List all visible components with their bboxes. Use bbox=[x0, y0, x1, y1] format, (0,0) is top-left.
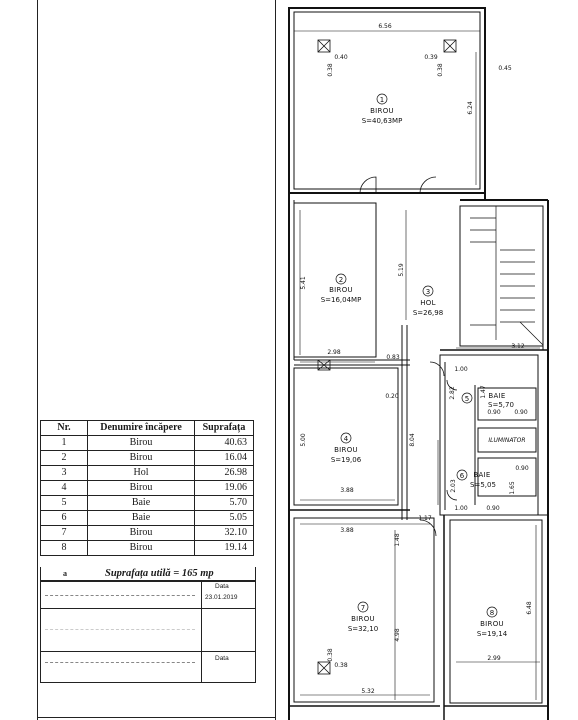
cell-room: Baie bbox=[88, 511, 195, 526]
illegible-line bbox=[45, 629, 195, 632]
header-room-name: Denumire încăpere bbox=[88, 421, 195, 436]
cell-nr: 7 bbox=[41, 526, 88, 541]
room-3-name: HOL bbox=[420, 299, 436, 307]
room-8-num: 8 bbox=[489, 609, 495, 617]
dim-r7-width: 3.88 bbox=[340, 527, 354, 534]
meta-separator bbox=[201, 607, 202, 651]
table-row bbox=[41, 451, 254, 466]
date-label-2: Data bbox=[215, 655, 229, 662]
dim-090c: 0.90 bbox=[515, 465, 529, 472]
header-area: Suprafața bbox=[195, 421, 254, 436]
dim-020: 0.20 bbox=[385, 393, 399, 400]
room-8-name: BIROU bbox=[480, 620, 504, 628]
cell-room: Baie bbox=[88, 496, 195, 511]
cell-room: Birou bbox=[88, 436, 195, 451]
room-7-name: BIROU bbox=[351, 615, 375, 623]
room-3-area: S=26,98 bbox=[412, 309, 444, 317]
dim-117: 1.17 bbox=[418, 515, 432, 522]
room-5-num: 5 bbox=[464, 395, 470, 403]
summary-nr: a bbox=[63, 569, 67, 578]
meta-box-3 bbox=[40, 651, 256, 683]
dim-090d: 0.90 bbox=[486, 505, 500, 512]
cell-room: Birou bbox=[88, 541, 195, 556]
cell-room: Birou bbox=[88, 451, 195, 466]
table-row bbox=[41, 511, 254, 526]
cell-area: 5.05 bbox=[195, 511, 254, 526]
date-value-1: 23.01.2019 bbox=[205, 594, 238, 601]
cell-nr: 1 bbox=[41, 436, 88, 451]
room-6-area: S=5,05 bbox=[470, 481, 496, 489]
cell-area: 26.98 bbox=[195, 466, 254, 481]
room-7-area: S=32,10 bbox=[347, 625, 379, 633]
dim-r4-width: 3.88 bbox=[340, 487, 354, 494]
dim-045: 0.45 bbox=[498, 65, 512, 72]
dim-r7-height: 4.98 bbox=[394, 628, 401, 642]
cell-nr: 6 bbox=[41, 511, 88, 526]
iluminator-label: ILUMINATOR bbox=[488, 437, 526, 444]
table-row bbox=[41, 496, 254, 511]
cell-room: Hol bbox=[88, 466, 195, 481]
dim-top-width: 6.56 bbox=[378, 23, 392, 30]
cell-area: 19.14 bbox=[195, 541, 254, 556]
dim-090b: 0.90 bbox=[514, 409, 528, 416]
cell-nr: 2 bbox=[41, 451, 88, 466]
room-6-name: BAIE bbox=[473, 471, 491, 479]
dim-038b: 0.38 bbox=[437, 63, 444, 77]
cell-nr: 3 bbox=[41, 466, 88, 481]
meta-box-1 bbox=[40, 581, 256, 609]
dim-312: 3.12 bbox=[511, 343, 525, 350]
dim-bottom-width: 5.32 bbox=[361, 688, 375, 695]
dim-r8-height: 6.48 bbox=[526, 601, 533, 615]
dim-147: 1.47 bbox=[480, 385, 487, 399]
cell-area: 5.70 bbox=[195, 496, 254, 511]
dim-038a: 0.38 bbox=[327, 63, 334, 77]
cell-area: 40.63 bbox=[195, 436, 254, 451]
cell-area: 32.10 bbox=[195, 526, 254, 541]
dim-038d: 0.38 bbox=[334, 662, 348, 669]
room-1-num: 1 bbox=[379, 96, 385, 104]
dim-282: 2.82 bbox=[449, 386, 456, 400]
room-schedule-table bbox=[40, 420, 254, 556]
dim-040: 0.40 bbox=[334, 54, 348, 61]
room-7-num: 7 bbox=[360, 604, 366, 612]
room-4-area: S=19,06 bbox=[330, 456, 362, 464]
dim-r3-height: 5.19 bbox=[398, 263, 405, 277]
room-5-area: S=5,70 bbox=[488, 401, 514, 409]
dim-r4-height: 5.00 bbox=[300, 433, 307, 447]
room-3-num: 3 bbox=[425, 288, 431, 296]
room-2-num: 2 bbox=[338, 276, 344, 284]
dim-165: 1.65 bbox=[509, 481, 516, 495]
room-4-num: 4 bbox=[343, 435, 349, 443]
table-header-row bbox=[41, 421, 254, 436]
illegible-signature-line bbox=[45, 595, 195, 598]
dim-r1-height: 6.24 bbox=[467, 101, 474, 115]
room-2-name: BIROU bbox=[329, 286, 353, 294]
meta-separator bbox=[201, 652, 202, 682]
dim-083: 0.83 bbox=[386, 354, 400, 361]
room-4-name: BIROU bbox=[334, 446, 358, 454]
cell-nr: 8 bbox=[41, 541, 88, 556]
dim-203: 2.03 bbox=[450, 479, 457, 493]
cell-area: 16.04 bbox=[195, 451, 254, 466]
cell-room: Birou bbox=[88, 526, 195, 541]
room-1-area: S=40,63MP bbox=[361, 117, 403, 125]
dim-804: 8.04 bbox=[409, 433, 416, 447]
dim-r2-height: 5.41 bbox=[300, 276, 307, 290]
cell-nr: 4 bbox=[41, 481, 88, 496]
meta-box-2 bbox=[40, 607, 256, 652]
dim-100a: 1.00 bbox=[454, 366, 468, 373]
table-row bbox=[41, 481, 254, 496]
header-nr: Nr. bbox=[41, 421, 88, 436]
room-2-area: S=16,04MP bbox=[320, 296, 362, 304]
dim-148: 1.48 bbox=[394, 533, 401, 547]
table-row bbox=[41, 541, 254, 556]
table-row bbox=[41, 466, 254, 481]
meta-separator bbox=[201, 582, 202, 608]
dim-038c: 0.38 bbox=[327, 648, 334, 662]
cell-nr: 5 bbox=[41, 496, 88, 511]
date-label-1: Data bbox=[215, 583, 229, 590]
room-8-area: S=19,14 bbox=[476, 630, 508, 638]
total-area-summary bbox=[40, 567, 256, 581]
room-5-name: BAIE bbox=[488, 392, 506, 400]
illegible-signature-line bbox=[45, 662, 195, 665]
room-1-name: BIROU bbox=[370, 107, 394, 115]
dim-100b: 1.00 bbox=[454, 505, 468, 512]
summary-text: Suprafața utilă = 165 mp bbox=[105, 568, 214, 579]
table-row bbox=[41, 526, 254, 541]
cell-area: 19.06 bbox=[195, 481, 254, 496]
dim-039: 0.39 bbox=[424, 54, 438, 61]
dim-r2-width: 2.98 bbox=[327, 349, 341, 356]
table-row bbox=[41, 436, 254, 451]
dim-r8-width: 2.99 bbox=[487, 655, 501, 662]
room-6-num: 6 bbox=[459, 472, 465, 480]
dim-090a: 0.90 bbox=[487, 409, 501, 416]
cell-room: Birou bbox=[88, 481, 195, 496]
